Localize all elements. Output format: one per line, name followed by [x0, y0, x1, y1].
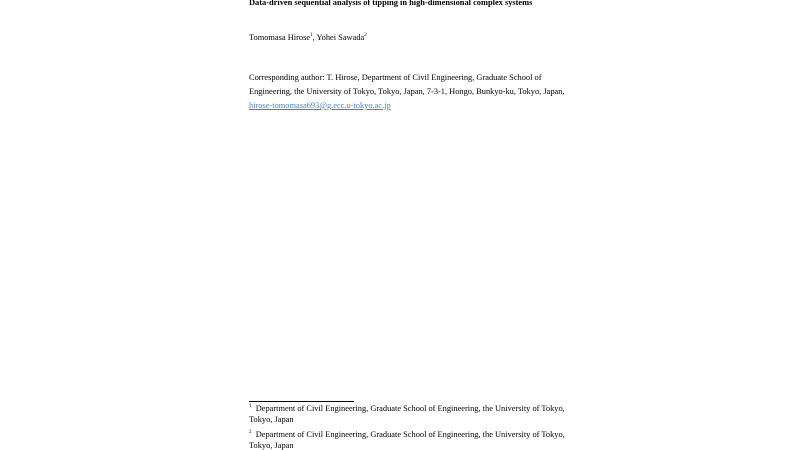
corresponding-author-address: Engineering, the University of Tokyo, Tokyo, Japan, 7-3-1, Hongo, Bunkyo-ku, Tokyo, Japan, — [249, 87, 565, 96]
footnote-text-continued: Tokyo, Japan — [249, 440, 294, 450]
footnote-text: Department of Civil Engineering, Graduate School of Engineering, the University of Tokyo, — [255, 404, 565, 413]
footnote-2 — [249, 430, 565, 450]
footnote-mark: 1 — [249, 404, 252, 409]
affiliation-mark: 1 — [310, 33, 313, 38]
footnote-1 — [249, 404, 565, 425]
author-name: Yohei Sawada — [316, 33, 365, 42]
footnote-text-continued: Tokyo, Japan — [249, 414, 294, 424]
corresponding-author-line: Corresponding author: T. Hirose, Department of Civil Engineering, Graduate School of — [249, 73, 542, 82]
author-separator: , — [312, 33, 317, 42]
paper-title: Data-driven sequential analysis of tipping in high-dimensional complex systems — [249, 0, 533, 7]
affiliation-mark: 2 — [364, 33, 367, 38]
footnote-divider — [249, 401, 354, 402]
author-list — [249, 32, 367, 44]
corresponding-author-block — [249, 71, 565, 113]
email-link[interactable]: hirose-tomomasa693@g.ecc.u-tokyo.ac.jp — [249, 101, 391, 110]
footnote-text: Department of Civil Engineering, Graduate School of Engineering, the University of Tokyo, — [255, 430, 565, 439]
footnote-mark: 2 — [249, 430, 252, 435]
author-name: Tomomasa Hirose — [249, 33, 311, 42]
